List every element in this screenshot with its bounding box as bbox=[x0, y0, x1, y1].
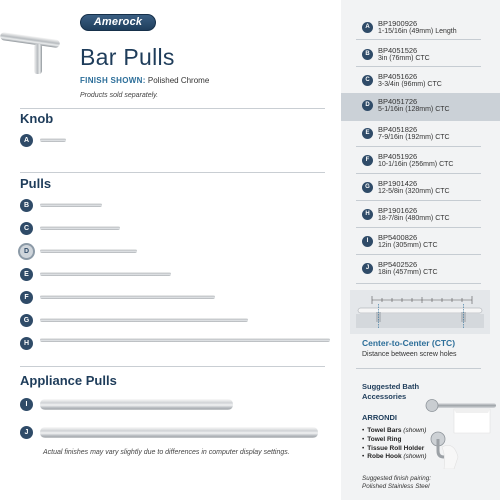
letter-badge-g: G bbox=[20, 314, 33, 327]
sku-item-g bbox=[341, 175, 500, 203]
sku-letter-badge: G bbox=[362, 182, 373, 193]
divider bbox=[356, 368, 481, 369]
finish-pairing-note bbox=[362, 475, 431, 491]
section-title-pulls: Pulls bbox=[20, 176, 52, 191]
finish-pairing-value: Polished Stainless Steel bbox=[362, 483, 430, 490]
pull-e-image bbox=[40, 272, 171, 276]
pull-g-image bbox=[40, 318, 248, 322]
pull-d-image bbox=[40, 249, 137, 253]
divider bbox=[356, 66, 481, 67]
accessory-note: (shown) bbox=[403, 453, 427, 461]
sku-item-e bbox=[341, 121, 500, 149]
accessory-note: (shown) bbox=[403, 427, 427, 434]
list-item bbox=[362, 453, 427, 462]
sku-letter-badge: F bbox=[362, 155, 373, 166]
sku-letter-badge: B bbox=[362, 49, 373, 60]
sku-size: 5-1/16in (128mm) CTC bbox=[378, 106, 450, 113]
letter-badge-j: J bbox=[20, 426, 33, 439]
letter-badge-a: A bbox=[20, 134, 33, 147]
accessory-name: Towel Ring bbox=[367, 435, 402, 443]
accessory-name: Robe Hook bbox=[367, 453, 402, 461]
sku-size: 18in (457mm) CTC bbox=[378, 269, 438, 276]
sku-code: BP4051526 bbox=[378, 46, 418, 55]
list-item bbox=[362, 445, 427, 454]
divider bbox=[356, 200, 481, 201]
finish-value: Polished Chrome bbox=[147, 76, 210, 85]
letter-badge-b: B bbox=[20, 199, 33, 212]
accessories-brand: ARRONDI bbox=[362, 413, 397, 422]
divider bbox=[356, 254, 481, 255]
ctc-description: Distance between screw holes bbox=[362, 351, 457, 358]
accessories-title: Suggested Bath Accessories bbox=[362, 382, 420, 401]
letter-badge-c: C bbox=[20, 222, 33, 235]
ctc-title: Center-to-Center (CTC) bbox=[362, 338, 456, 348]
sku-letter-badge: D bbox=[362, 100, 373, 111]
sku-letter-badge: H bbox=[362, 209, 373, 220]
sku-item-i bbox=[341, 229, 500, 257]
letter-badge-d: D bbox=[20, 245, 33, 258]
ctc-diagram-image bbox=[350, 290, 490, 334]
sku-code: BP1901426 bbox=[378, 179, 418, 188]
sku-code: BP1901626 bbox=[378, 206, 418, 215]
accessory-name: Tissue Roll Holder bbox=[367, 444, 425, 452]
bath-accessories-image bbox=[424, 397, 496, 469]
sold-separately-note: Products sold separately. bbox=[80, 92, 159, 99]
sku-letter-badge: A bbox=[362, 22, 373, 33]
appliance-pull-i-image bbox=[40, 399, 233, 410]
knob-a-image bbox=[40, 138, 66, 142]
sku-code: BP4051626 bbox=[378, 72, 418, 81]
pull-b-image bbox=[40, 203, 102, 207]
divider bbox=[20, 108, 325, 109]
finish-shown bbox=[80, 76, 209, 85]
sku-item-h bbox=[341, 202, 500, 230]
sku-size: 10-1/16in (256mm) CTC bbox=[378, 161, 454, 168]
sku-size: 3-3/4in (96mm) CTC bbox=[378, 81, 442, 88]
letter-badge-h: H bbox=[20, 337, 33, 350]
divider bbox=[356, 173, 481, 174]
bar-pull-hero-image bbox=[0, 30, 60, 100]
letter-badge-f: F bbox=[20, 291, 33, 304]
accessory-name: Towel Bars bbox=[367, 427, 402, 434]
sku-item-f bbox=[341, 148, 500, 176]
sku-size: 3in (76mm) CTC bbox=[378, 55, 430, 62]
divider bbox=[356, 146, 481, 147]
sku-letter-badge: I bbox=[362, 236, 373, 247]
sku-code: BP4051926 bbox=[378, 152, 418, 161]
sku-item-d bbox=[341, 93, 500, 121]
finish-pairing-label: Suggested finish pairing: bbox=[362, 475, 431, 482]
list-item bbox=[362, 436, 427, 445]
sku-letter-badge: C bbox=[362, 75, 373, 86]
divider bbox=[356, 227, 481, 228]
divider bbox=[20, 366, 325, 367]
sku-code: BP4051726 bbox=[378, 97, 418, 106]
divider bbox=[356, 39, 481, 40]
finish-disclaimer: Actual finishes may vary slightly due to differences in computer display settings. bbox=[43, 449, 290, 456]
pull-c-image bbox=[40, 226, 120, 230]
pull-h-image bbox=[40, 338, 330, 342]
sku-code: BP1900926 bbox=[378, 19, 418, 28]
sku-item-c bbox=[341, 68, 500, 96]
accessories-list bbox=[362, 427, 427, 462]
sku-code: BP5400826 bbox=[378, 233, 418, 242]
sku-code: BP4051826 bbox=[378, 125, 418, 134]
sku-item-j bbox=[341, 256, 500, 284]
divider bbox=[20, 172, 325, 173]
pull-f-image bbox=[40, 295, 215, 299]
finish-label: FINISH SHOWN: bbox=[80, 76, 146, 85]
list-item bbox=[362, 427, 427, 436]
sku-code: BP5402526 bbox=[378, 260, 418, 269]
letter-badge-e: E bbox=[20, 268, 33, 281]
section-title-appliance-pulls: Appliance Pulls bbox=[20, 373, 117, 388]
divider bbox=[356, 283, 481, 284]
sku-size: 18-7/8in (480mm) CTC bbox=[378, 215, 450, 222]
page-title: Bar Pulls bbox=[80, 44, 175, 70]
sku-size: 12in (305mm) CTC bbox=[378, 242, 438, 249]
sku-size: 7-9/16in (192mm) CTC bbox=[378, 134, 450, 141]
appliance-pull-j-image bbox=[40, 427, 318, 438]
section-title-knob: Knob bbox=[20, 111, 54, 126]
brand-logo: Amerock bbox=[80, 14, 156, 31]
sku-letter-badge: E bbox=[362, 128, 373, 139]
sku-size: 12-5/8in (320mm) CTC bbox=[378, 188, 450, 195]
sku-size: 1-15/16in (49mm) Length bbox=[378, 28, 457, 35]
letter-badge-i: I bbox=[20, 398, 33, 411]
sku-letter-badge: J bbox=[362, 263, 373, 274]
